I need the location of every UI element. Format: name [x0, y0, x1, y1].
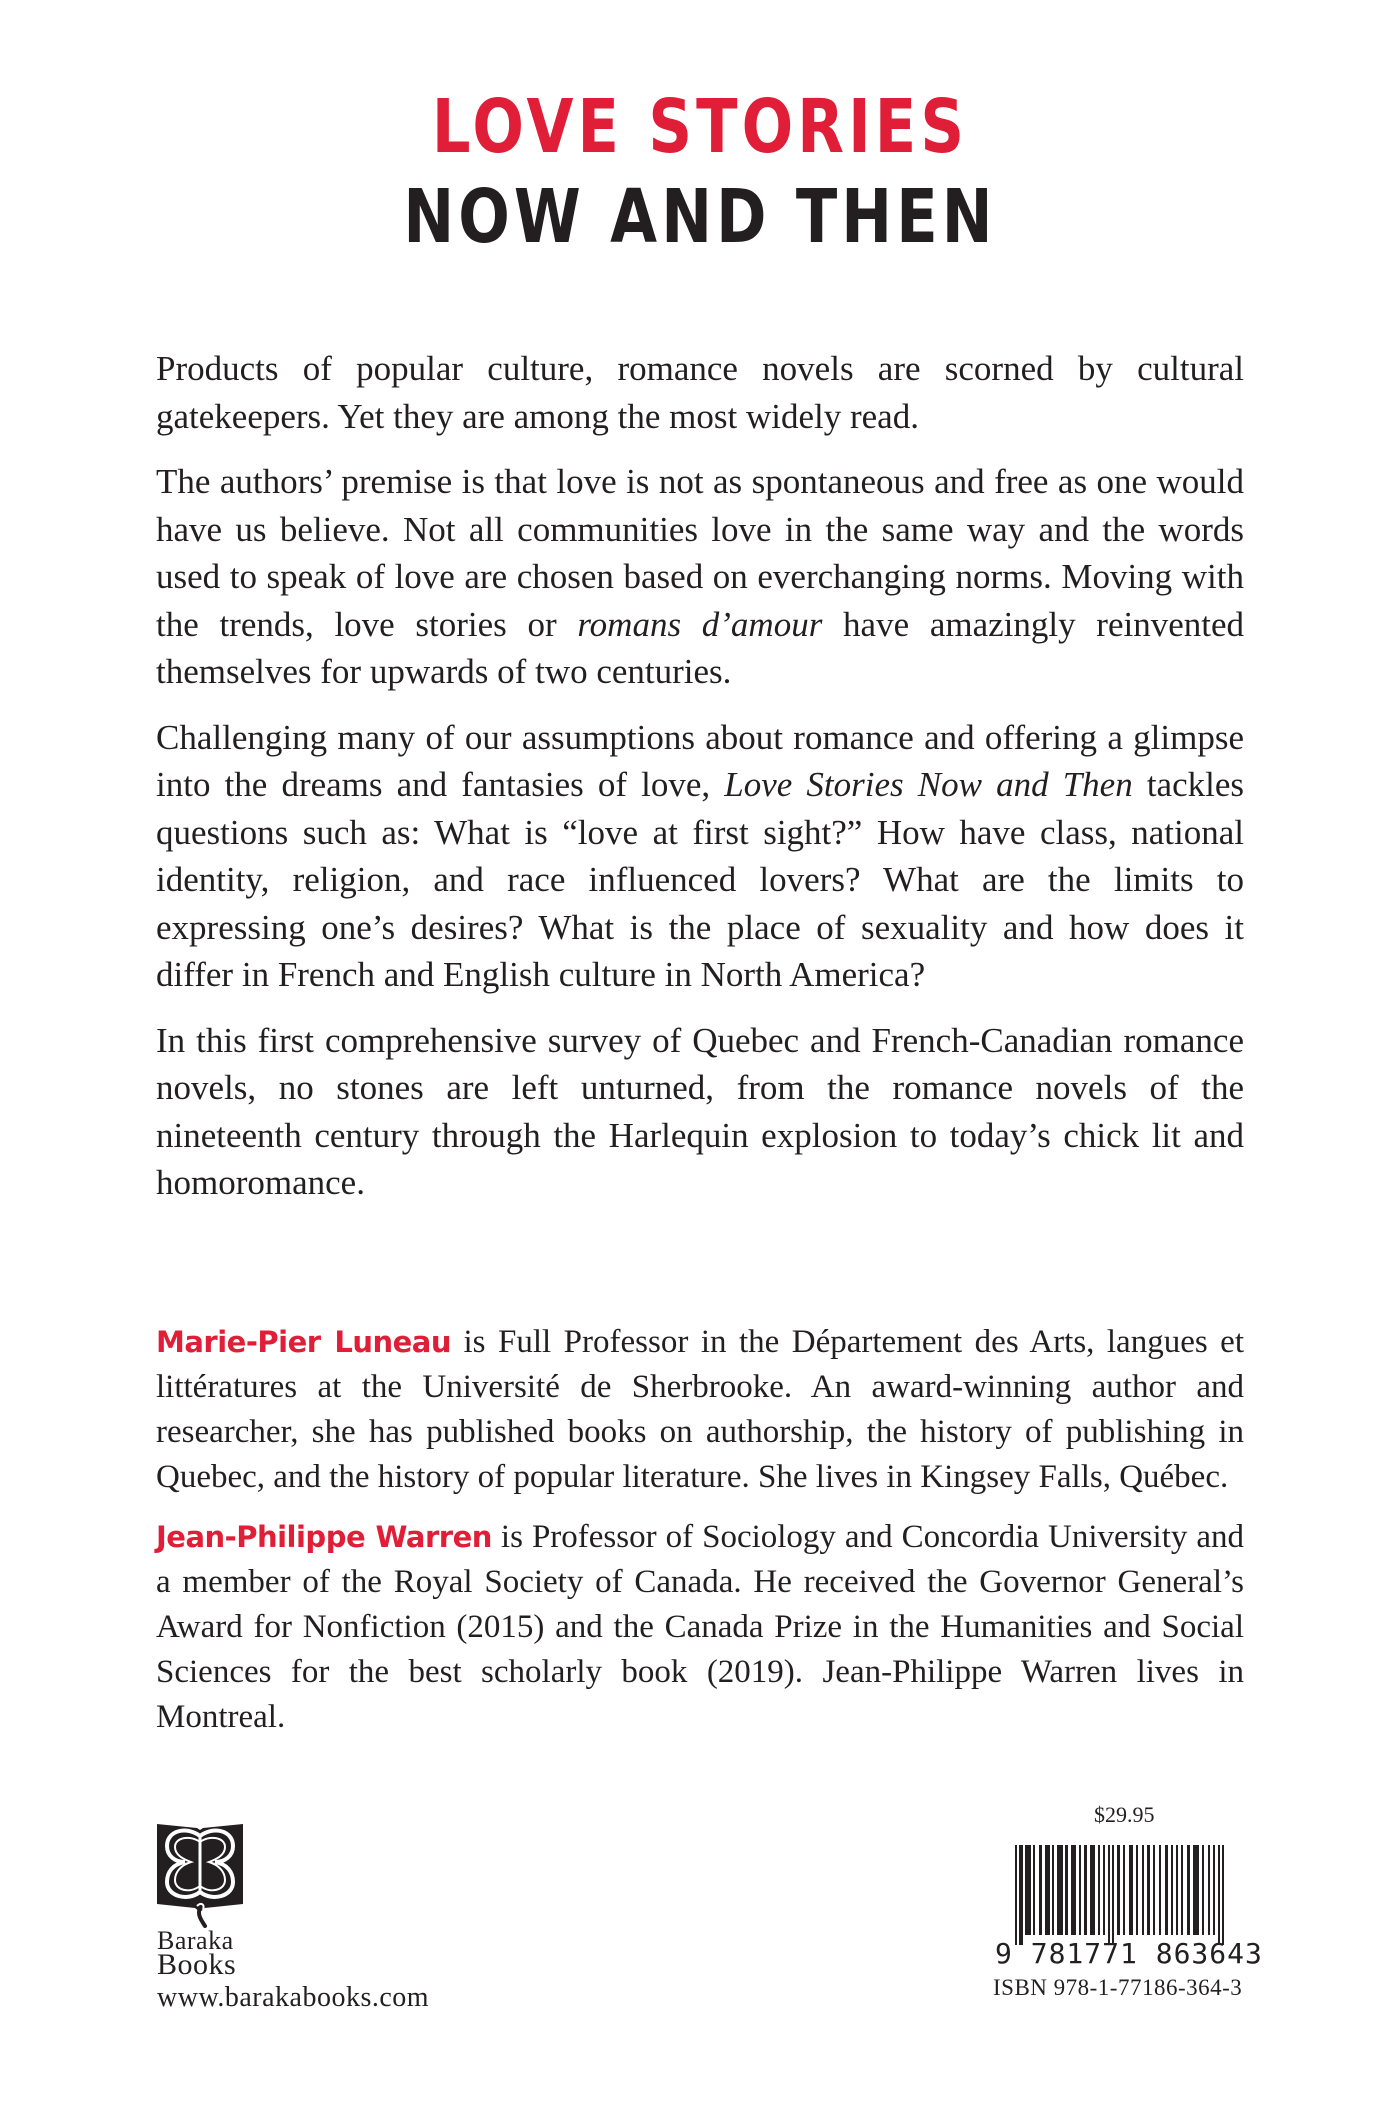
- barcode-digits: 9 781771 863643: [995, 1937, 1263, 1970]
- author-name: Marie-Pier Luneau: [156, 1325, 452, 1359]
- price-label: $29.95: [1094, 1802, 1155, 1827]
- author-bio-text: is Professor of Sociology and Concordia University and a member of the Royal Society of Canada. He received the Governor General’s Award for Nonfiction (2015) and the Canada Prize in the Humanities and Social Sciences for the best scholarly book (2019). Jean-Philippe Warren lives in Montreal.: [156, 1519, 1245, 1735]
- publisher-website: www.barakabooks.com: [157, 1982, 430, 2013]
- book-description: [156, 345, 1244, 1225]
- italic-phrase: romans d’amour: [577, 604, 823, 644]
- publisher-name-line-2: Books: [157, 1948, 237, 1981]
- description-paragraph-4: In this first comprehensive survey of Quebec and French-Canadian romance novels, no stones are left unturned, from the romance novels of the nineteenth century through the Harlequin explosion to today’s chick lit and homoromance.: [156, 1020, 1244, 1202]
- publisher-name-line-1: Baraka: [157, 1926, 234, 1955]
- book-title-line-1: LOVE STORIES: [431, 84, 969, 170]
- author-name: Jean-Philippe Warren: [156, 1520, 492, 1554]
- publisher-logo: [157, 1822, 243, 1981]
- author-bio-2: [156, 1515, 1244, 1740]
- paragraph-text: Challenging many of our assumptions about romance and offering a glimpse into the dreams and fantasies of love,: [156, 717, 1244, 804]
- publisher-name: [157, 1926, 243, 1981]
- author-bio-text: is Full Professor in the Département des Arts, langues et littératures at the Université de Sherbrooke. An award-winning author and researcher, she has published books on authorship, the history of publishing in Quebec, and the history of popular literature. She lives in Kingsey Falls, Québec.: [156, 1324, 1244, 1495]
- italic-book-title: Love Stories Now and Then: [724, 765, 1133, 804]
- description-paragraph-1: Products of popular culture, romance novels are scorned by cultural gatekeepers. Yet they are among the most widely read.: [156, 349, 1244, 436]
- paragraph-text: tackles questions such as: What is “love at first sight?” How have class, national identity, religion, and race influenced lovers? What are the limits to expressing one’s desires? What is the place of sexuality and how does it differ in French and English culture in North America?: [156, 765, 1244, 994]
- author-bio-1: [156, 1320, 1244, 1500]
- baraka-books-clover-book-icon: [157, 1822, 243, 1928]
- isbn-label: ISBN 978-1-77186-364-3: [993, 1975, 1243, 2000]
- author-bios: [156, 1320, 1244, 1755]
- description-paragraph-2: [156, 458, 1244, 696]
- description-paragraph-3: [156, 714, 1244, 999]
- book-title-line-2: NOW AND THEN: [403, 174, 997, 260]
- paragraph-text: have amazingly reinvented themselves for upwards of two centuries.: [156, 604, 1245, 691]
- paragraph-text: The authors’ premise is that love is not as spontaneous and free as one would have us believe. Not all communities love in the same way and the words used to speak of love are chosen based on everchanging norms. Moving with the trends, love stories or: [156, 462, 1244, 644]
